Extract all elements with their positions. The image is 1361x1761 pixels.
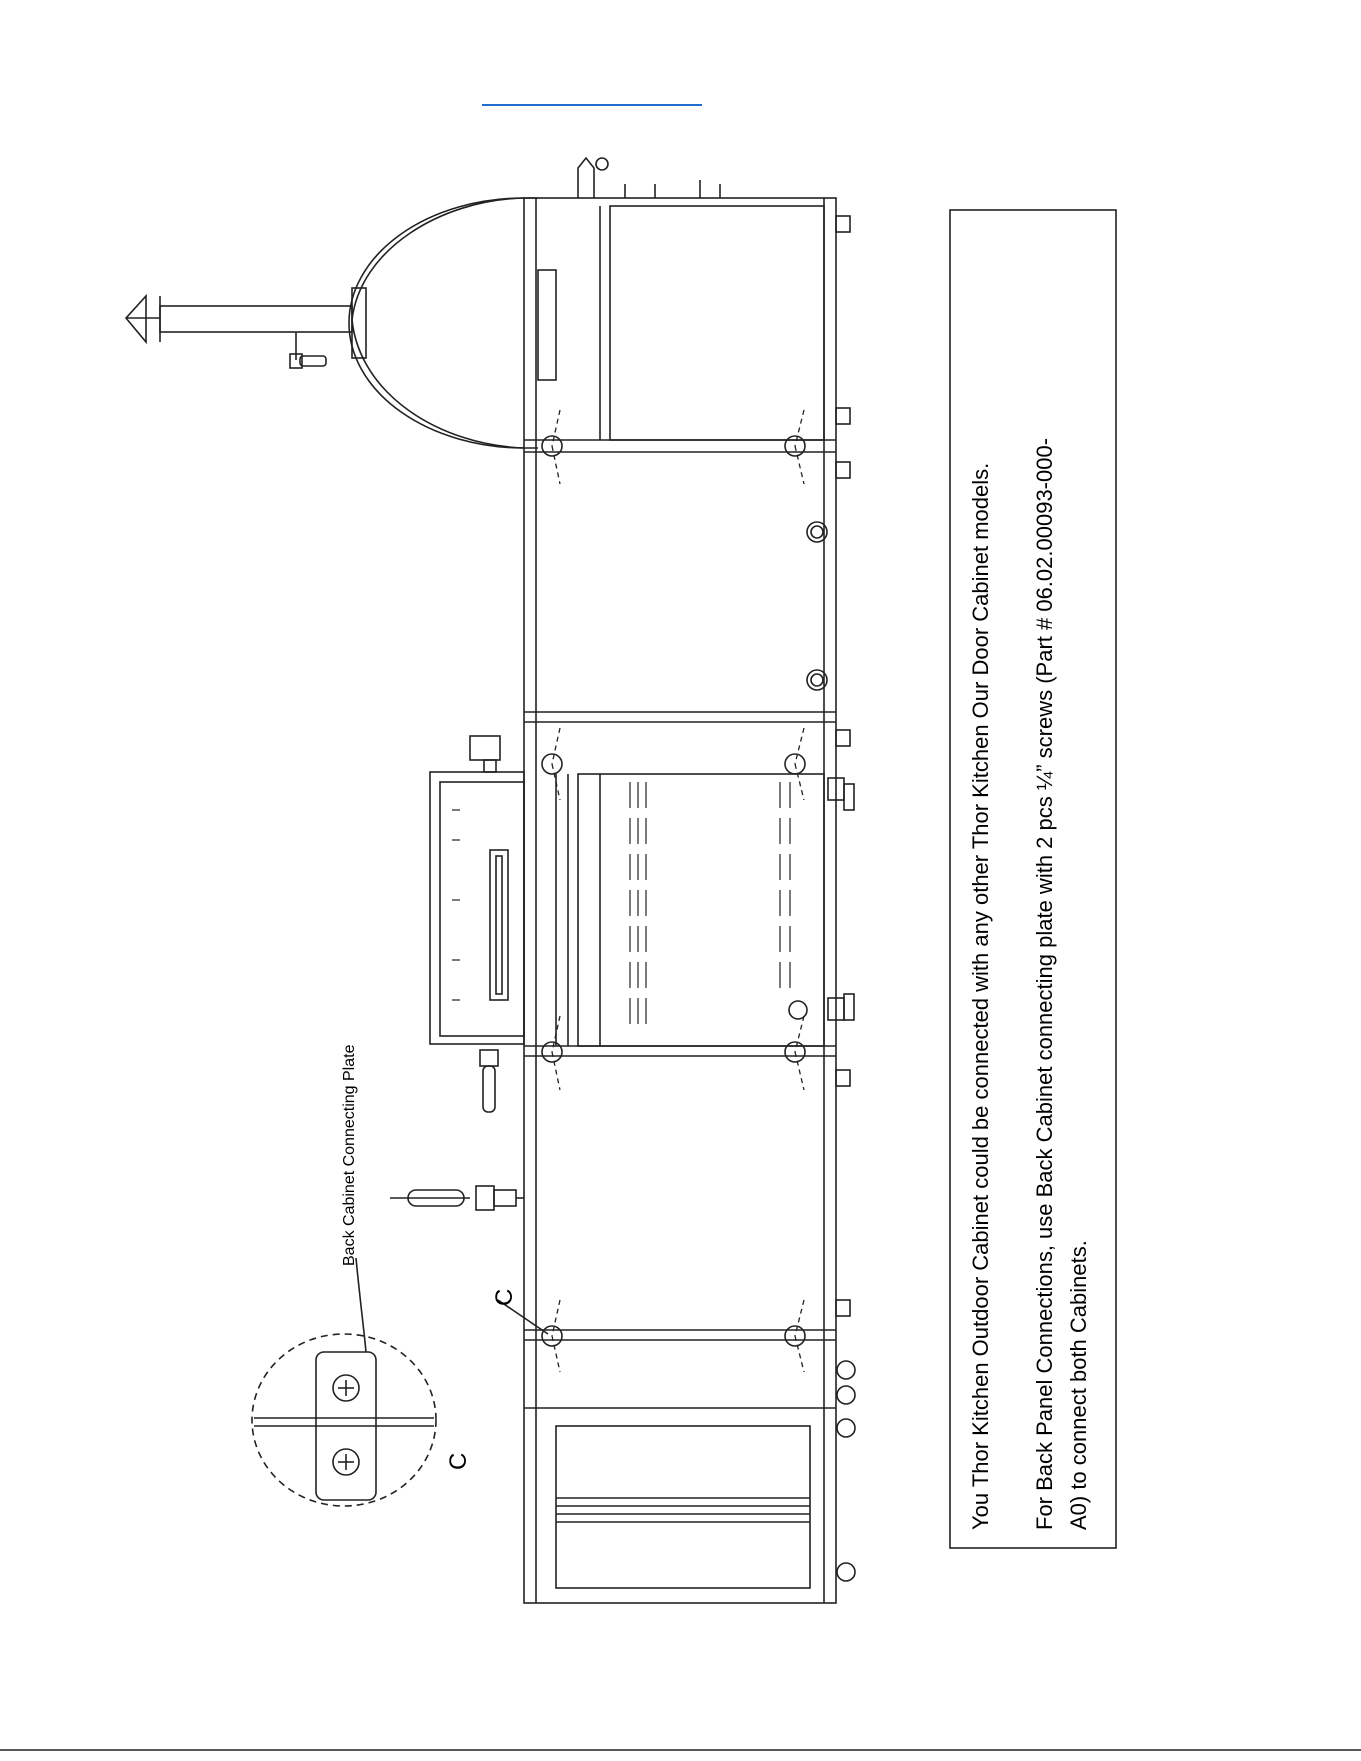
side-cabinet xyxy=(390,1186,524,1210)
note-line-1: You Thor Kitchen Outdoor Cabinet could be connected with any other Thor Kitchen Our Door Cabinet models. xyxy=(968,462,993,1530)
pizza-oven xyxy=(126,158,824,448)
connecting-plates xyxy=(542,436,805,1346)
detail-c-letter: C xyxy=(445,1452,472,1470)
pointer-c-letter: C xyxy=(491,1288,518,1306)
connecting-screws xyxy=(552,410,804,1372)
callout-label: Back Cabinet Connecting Plate xyxy=(341,1044,358,1266)
detail-c-view xyxy=(252,1258,436,1506)
cabinet-strip-outline xyxy=(524,198,836,1603)
cabinet-feet xyxy=(836,216,855,1581)
note-line-3: A0) to connect both Cabinets. xyxy=(1066,1240,1091,1530)
drawer-cabinet xyxy=(556,1426,810,1588)
note-line-2: For Back Panel Connections, use Back Cabinet connecting plate with 2 pcs ¼” screws (Part # 06.02.00093-000- xyxy=(1032,437,1057,1530)
